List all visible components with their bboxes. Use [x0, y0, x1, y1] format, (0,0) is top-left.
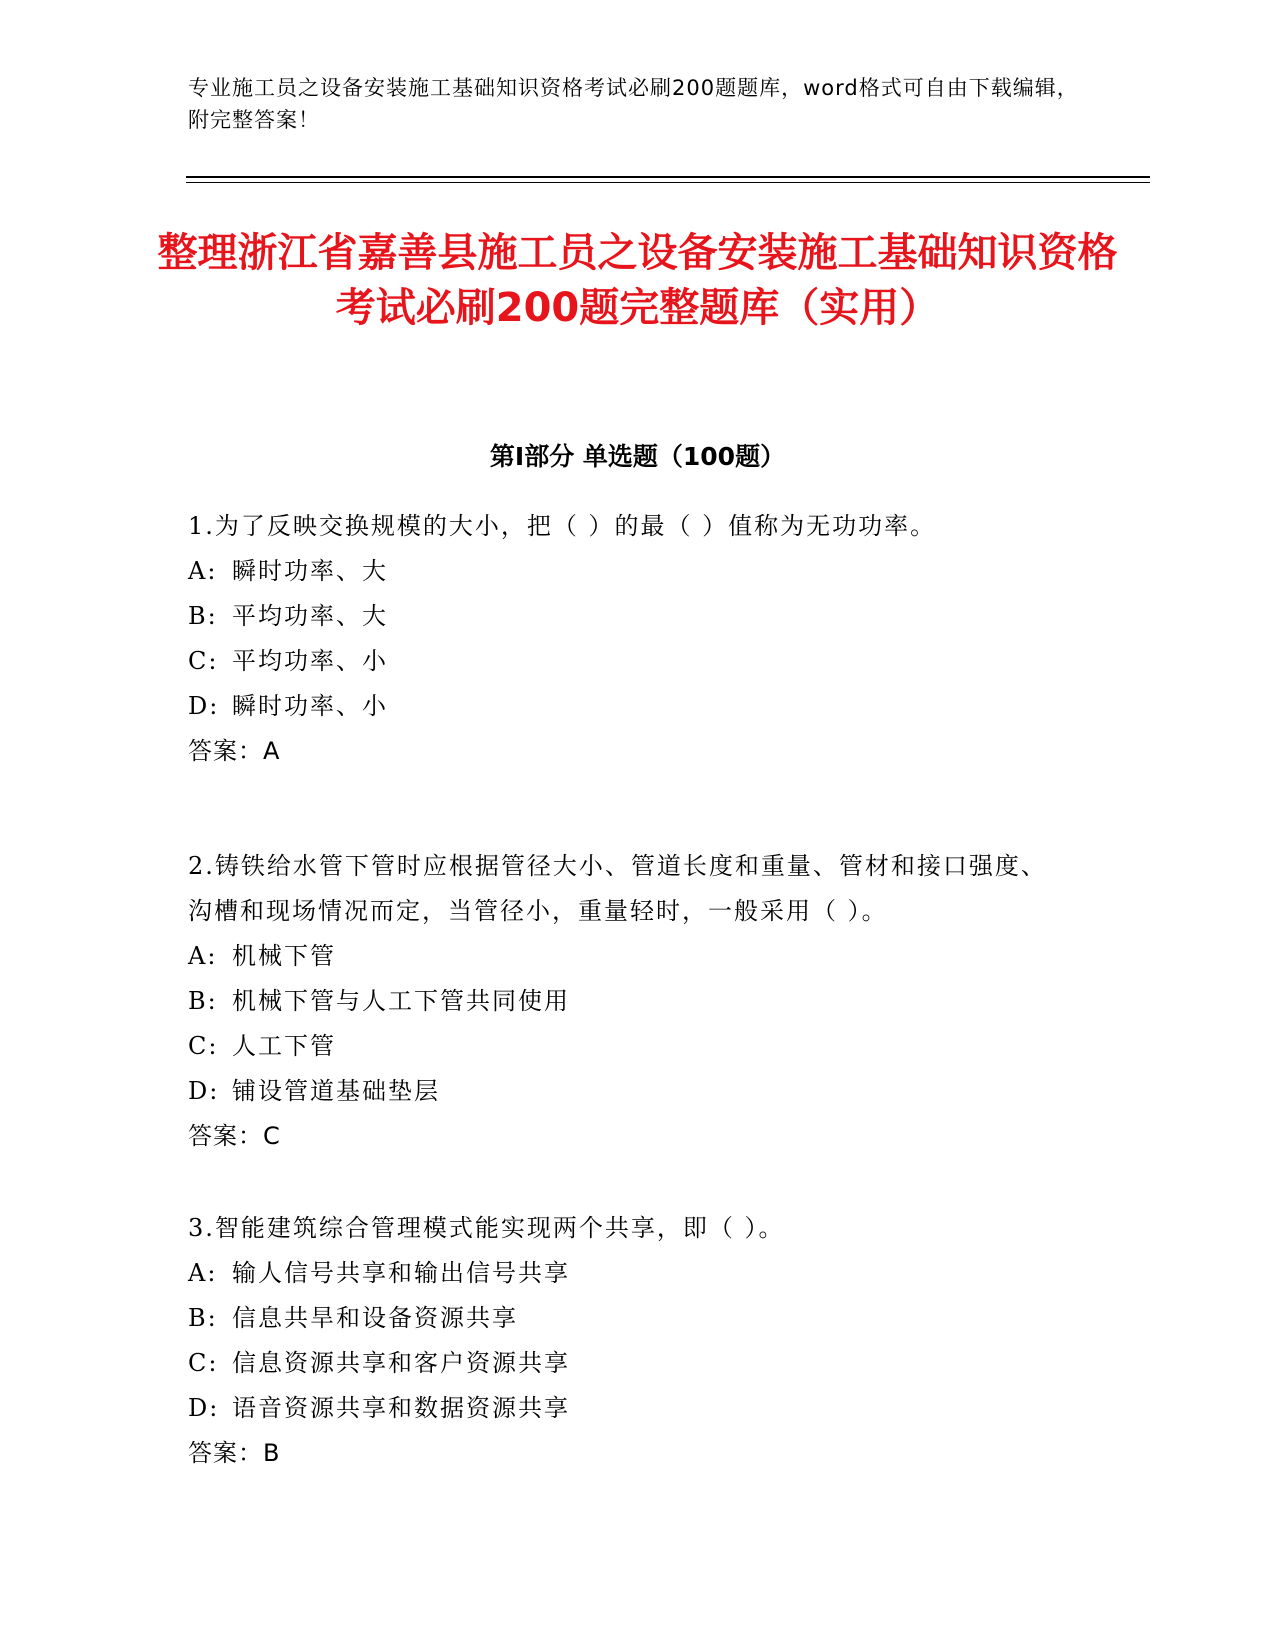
option-a: [188, 549, 1068, 594]
header-note: 专业施工员之设备安装施工基础知识资格考试必刷200题题库，word格式可自由下载编辑，附完整答案！: [188, 76, 1079, 132]
question-stem: 2.铸铁给水管下管时应根据管径大小、管道长度和重量、管材和接口强度、沟槽和现场情况而定，当管径小，重量轻时，一般采用（ ）。: [188, 852, 1047, 925]
option-a: [188, 934, 1068, 979]
option-d: [188, 1386, 1068, 1431]
option-letter: A:: [188, 1259, 218, 1287]
option-b: [188, 1296, 1068, 1341]
answer-text: 答案：C: [188, 1122, 281, 1150]
question-3: [188, 1206, 1068, 1476]
option-c: [188, 1341, 1068, 1386]
option-letter: D:: [188, 1394, 220, 1422]
option-letter: B:: [188, 1304, 218, 1332]
header-divider-thin: [186, 182, 1150, 183]
option-text: 平均功率、大: [232, 602, 388, 630]
option-letter: D:: [188, 692, 220, 720]
option-c: [188, 1024, 1068, 1069]
option-a: [188, 1251, 1068, 1296]
option-letter: B:: [188, 987, 218, 1015]
option-text: 机械下管与人工下管共同使用: [232, 987, 570, 1015]
option-text: 机械下管: [232, 942, 336, 970]
option-b: [188, 979, 1068, 1024]
option-text: 信息共旱和设备资源共享: [232, 1304, 518, 1332]
option-letter: D:: [188, 1077, 220, 1105]
option-text: 语音资源共享和数据资源共享: [232, 1394, 570, 1422]
question-stem: 1.为了反映交换规模的大小，把（ ）的最（ ）值称为无功功率。: [188, 512, 937, 540]
option-text: 铺设管道基础垫层: [232, 1077, 440, 1105]
question-2: [188, 844, 1068, 1159]
option-d: [188, 1069, 1068, 1114]
question-stem: 3.智能建筑综合管理模式能实现两个共享，即（ ）。: [188, 1214, 785, 1242]
option-text: 平均功率、小: [232, 647, 388, 675]
header-divider-thick: [186, 176, 1150, 178]
question-1: [188, 504, 1068, 774]
document-title: 整理浙江省嘉善县施工员之设备安装施工基础知识资格考试必刷200题完整题库（实用）: [157, 230, 1118, 331]
option-text: 瞬时功率、大: [232, 557, 388, 585]
option-d: [188, 684, 1068, 729]
option-letter: C:: [188, 1349, 219, 1377]
option-b: [188, 594, 1068, 639]
answer-text: 答案：A: [188, 737, 281, 765]
section-heading: 第Ⅰ部分 单选题（100题）: [489, 442, 786, 471]
option-text: 人工下管: [232, 1032, 336, 1060]
option-letter: A:: [188, 942, 218, 970]
option-letter: C:: [188, 647, 219, 675]
answer-text: 答案：B: [188, 1439, 281, 1467]
option-text: 信息资源共享和客户资源共享: [232, 1349, 570, 1377]
option-c: [188, 639, 1068, 684]
option-letter: A:: [188, 557, 218, 585]
option-text: 输人信号共享和输出信号共享: [232, 1259, 570, 1287]
option-letter: B:: [188, 602, 218, 630]
option-text: 瞬时功率、小: [232, 692, 388, 720]
option-letter: C:: [188, 1032, 219, 1060]
